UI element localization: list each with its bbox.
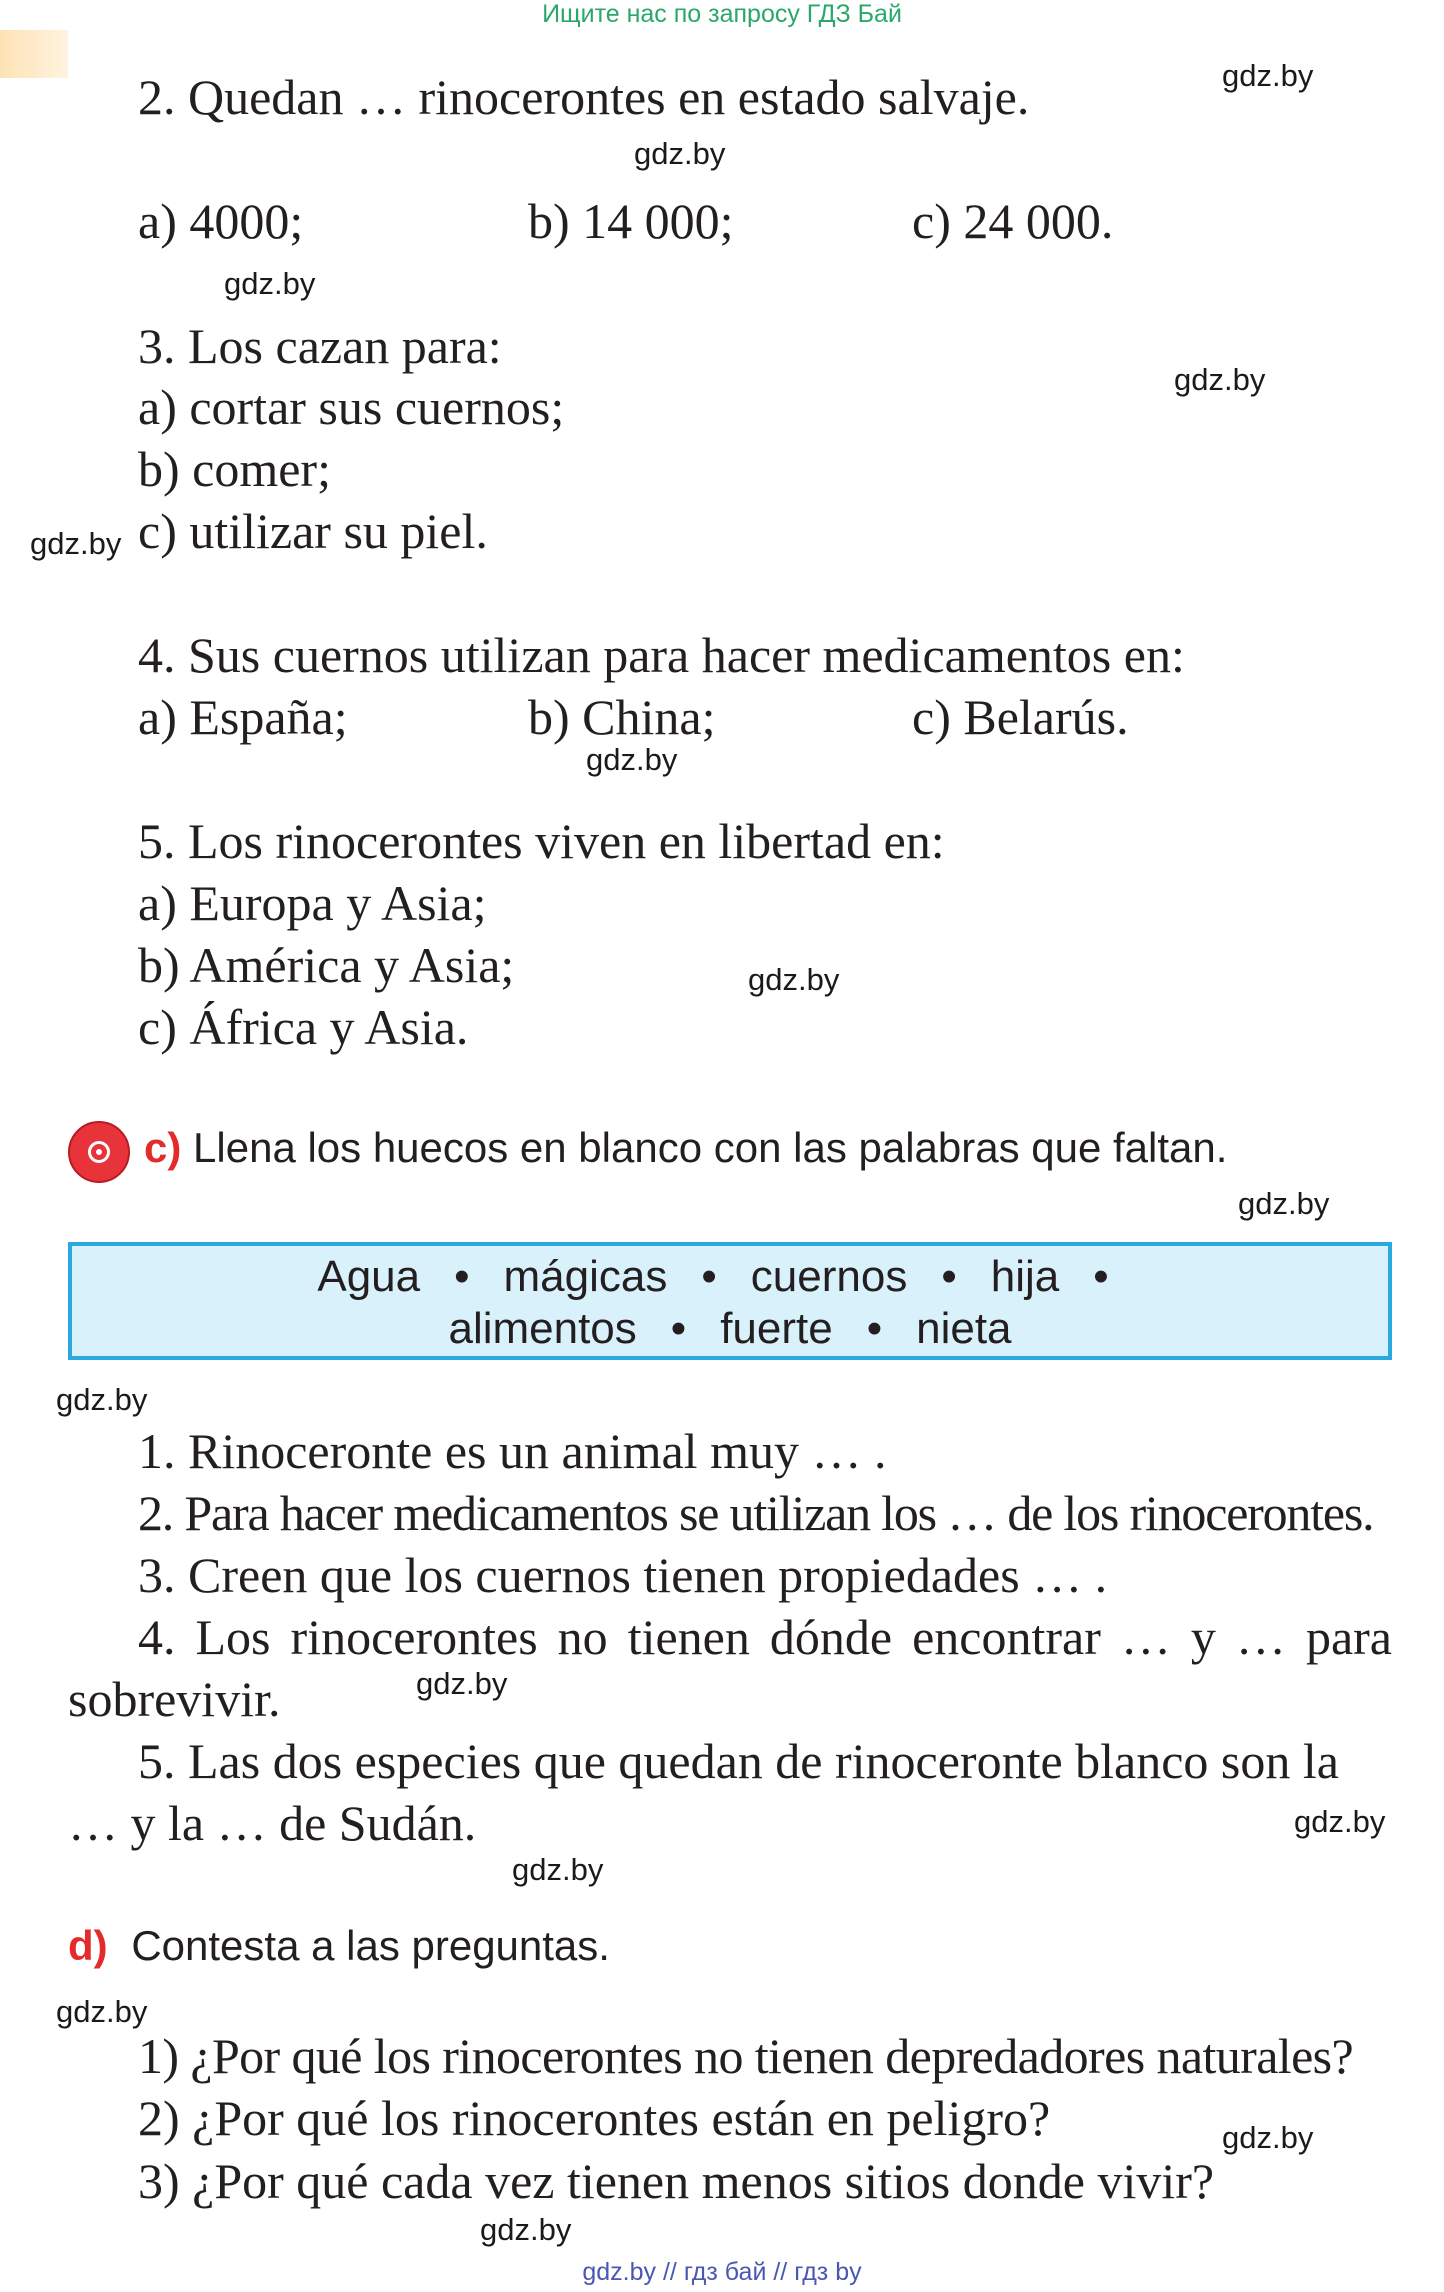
audio-cd-icon[interactable] xyxy=(68,1121,130,1183)
task-c-heading xyxy=(144,1124,1227,1172)
question-5-option-b: b) América y Asia; xyxy=(138,937,515,993)
question-4-option-c: c) Belarús. xyxy=(912,689,1129,745)
question-2-option-c: c) 24 000. xyxy=(912,193,1114,249)
word-bank-separator: • xyxy=(670,1304,687,1353)
page-corner-tab xyxy=(0,30,68,78)
sentence-2: 2. Para hacer medicamentos se utilizan los … de los rinocerontes. xyxy=(138,1485,1374,1541)
question-4-option-b: b) China; xyxy=(528,689,716,745)
watermark: gdz.by xyxy=(634,136,726,171)
question-3-option-a: a) cortar sus cuernos; xyxy=(138,379,565,435)
word-bank-separator: • xyxy=(866,1304,883,1353)
word-bank-item: Agua xyxy=(317,1252,421,1301)
question-2-option-a: a) 4000; xyxy=(138,193,304,249)
question-3-text: 3. Los cazan para: xyxy=(138,318,502,374)
watermark: gdz.by xyxy=(586,742,678,777)
word-bank-item: mágicas xyxy=(503,1252,668,1301)
sentence-1: 1. Rinoceronte es un animal muy … . xyxy=(138,1423,887,1479)
task-d-letter: d) xyxy=(68,1922,108,1969)
watermark: gdz.by xyxy=(416,1666,508,1701)
watermark: gdz.by xyxy=(56,1994,148,2029)
watermark: gdz.by xyxy=(224,266,316,301)
sentence-4-line-1: 4. Los rinocerontes no tienen dónde encontrar … y … para xyxy=(138,1609,1392,1665)
task-c-letter: c) xyxy=(144,1124,182,1171)
watermark: gdz.by xyxy=(1238,1186,1330,1221)
word-bank-row-2 xyxy=(72,1304,1388,1354)
question-5-text: 5. Los rinocerontes viven en libertad en: xyxy=(138,813,945,869)
word-bank-separator: • xyxy=(454,1252,470,1301)
footer-notice[interactable]: gdz.by // гдз бай // гдз by xyxy=(582,2258,862,2286)
watermark: gdz.by xyxy=(1174,362,1266,397)
question-3-option-b: b) comer; xyxy=(138,441,331,497)
question-3-option-c: c) utilizar su piel. xyxy=(138,503,488,559)
watermark: gdz.by xyxy=(1222,2120,1314,2155)
word-bank-separator: • xyxy=(1093,1252,1109,1301)
sentence-5-line-2: … y la … de Sudán. xyxy=(68,1795,477,1851)
word-bank-item: hija xyxy=(990,1252,1060,1301)
watermark: gdz.by xyxy=(512,1852,604,1887)
task-c-instruction: Llena los huecos en blanco con las palabras que faltan. xyxy=(193,1124,1228,1171)
task-d-question-2: 2) ¿Por qué los rinocerontes están en peligro? xyxy=(138,2090,1051,2146)
word-bank-separator: • xyxy=(701,1252,717,1301)
question-4-text: 4. Sus cuernos utilizan para hacer medicamentos en: xyxy=(138,627,1185,683)
question-2-text: 2. Quedan … rinocerontes en estado salvaje. xyxy=(138,69,1030,125)
sentence-4-line-2: sobrevivir. xyxy=(68,1671,281,1727)
word-bank-item: nieta xyxy=(916,1304,1012,1353)
task-d-question-1: 1) ¿Por qué los rinocerontes no tienen depredadores naturales? xyxy=(138,2028,1354,2084)
question-5-option-c: c) África y Asia. xyxy=(138,999,469,1055)
task-d-instruction: Contesta a las preguntas. xyxy=(131,1922,610,1969)
watermark: gdz.by xyxy=(480,2212,572,2247)
word-bank-row-1 xyxy=(72,1252,1388,1302)
task-d-question-3: 3) ¿Por qué cada vez tienen menos sitios donde vivir? xyxy=(138,2153,1215,2209)
word-bank-separator: • xyxy=(941,1252,957,1301)
watermark: gdz.by xyxy=(30,526,122,561)
word-bank-item: alimentos xyxy=(448,1304,637,1353)
word-bank-item: fuerte xyxy=(720,1304,833,1353)
watermark: gdz.by xyxy=(56,1382,148,1417)
word-bank-item: cuernos xyxy=(750,1252,908,1301)
header-notice[interactable]: Ищите нас по запросу ГДЗ Бай xyxy=(542,0,902,28)
watermark: gdz.by xyxy=(748,962,840,997)
watermark: gdz.by xyxy=(1294,1804,1386,1839)
sentence-5-line-1: 5. Las dos especies que quedan de rinoceronte blanco son la xyxy=(138,1733,1339,1789)
sentence-3: 3. Creen que los cuernos tienen propiedades … . xyxy=(138,1547,1108,1603)
question-4-option-a: a) España; xyxy=(138,689,348,745)
word-bank-box xyxy=(68,1242,1392,1360)
question-2-option-b: b) 14 000; xyxy=(528,193,734,249)
watermark: gdz.by xyxy=(1222,58,1314,93)
task-d-heading xyxy=(68,1922,610,1970)
question-5-option-a: a) Europa y Asia; xyxy=(138,875,487,931)
